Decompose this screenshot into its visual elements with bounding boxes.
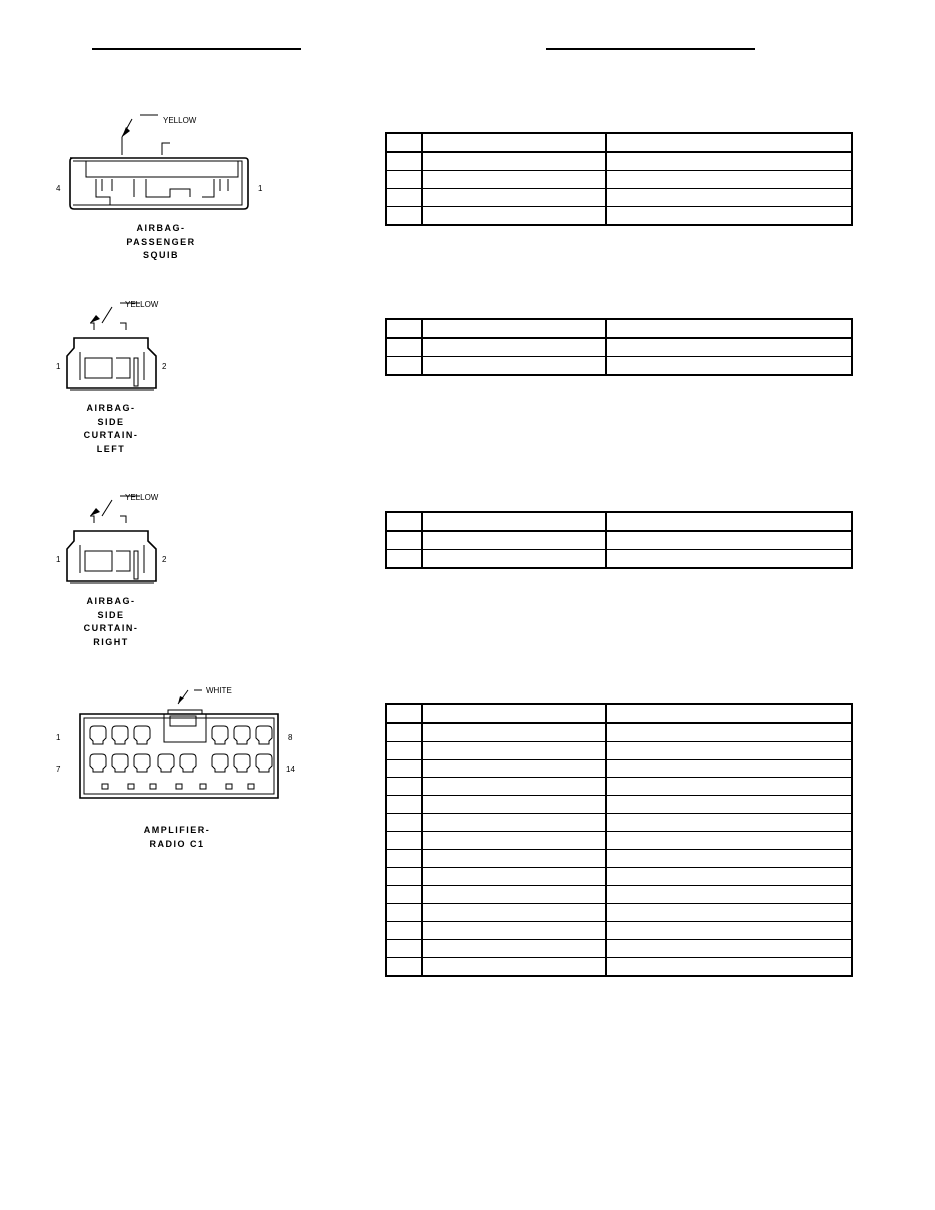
function-cell [606, 357, 852, 376]
cavity-cell [386, 319, 422, 338]
cavity-cell [386, 958, 422, 977]
table-row [386, 357, 852, 376]
circuit-cell [422, 189, 606, 207]
circuit-cell [422, 868, 606, 886]
cavity-cell [386, 760, 422, 778]
function-cell [606, 550, 852, 569]
circuit-cell [422, 171, 606, 189]
circuit-cell [422, 778, 606, 796]
circuit-cell [422, 133, 606, 152]
amplifier-color-label: WHITE [206, 686, 232, 695]
circuit-cell [422, 742, 606, 760]
amplifier-pin-top-right: 8 [288, 733, 293, 742]
header-rule-left [92, 48, 301, 50]
circuit-cell [422, 338, 606, 357]
cavity-cell [386, 778, 422, 796]
cavity-shape [256, 726, 272, 744]
table-row [386, 742, 852, 760]
cavity-cell [386, 207, 422, 226]
function-cell [606, 832, 852, 850]
function-cell [606, 850, 852, 868]
function-cell [606, 886, 852, 904]
cavity-cell [386, 189, 422, 207]
circuit-cell [422, 531, 606, 550]
circuit-cell [422, 207, 606, 226]
table-row [386, 760, 852, 778]
table-row [386, 832, 852, 850]
side-curtain-right-pin-right: 2 [162, 555, 167, 564]
function-cell [606, 760, 852, 778]
table-row [386, 171, 852, 189]
side-curtain-right-pin-left: 1 [56, 555, 61, 564]
pin-table-side-curtain-left [385, 318, 853, 376]
passenger-squib-color-label: YELLOW [163, 116, 197, 125]
function-cell [606, 704, 852, 723]
connector-airbag-side-curtain-right [50, 483, 280, 653]
cavity-shape [180, 754, 196, 772]
cavity-shape [212, 754, 228, 772]
function-cell [606, 958, 852, 977]
table-row [386, 207, 852, 226]
table-row [386, 704, 852, 723]
cavity-cell [386, 832, 422, 850]
function-cell [606, 531, 852, 550]
side-curtain-left-pin-left: 1 [56, 362, 61, 371]
cavity-cell [386, 940, 422, 958]
table-row [386, 512, 852, 531]
table-row [386, 868, 852, 886]
amplifier-pin-bottom-left: 7 [56, 765, 61, 774]
circuit-cell [422, 760, 606, 778]
table-row [386, 796, 852, 814]
cavity-cell [386, 922, 422, 940]
cavity-cell [386, 171, 422, 189]
function-cell [606, 512, 852, 531]
circuit-cell [422, 152, 606, 171]
function-cell [606, 338, 852, 357]
table-row [386, 319, 852, 338]
cavity-cell [386, 742, 422, 760]
latch-notch [150, 784, 156, 789]
cavity-cell [386, 550, 422, 569]
circuit-cell [422, 723, 606, 742]
table-row [386, 850, 852, 868]
cavity-shape [90, 726, 106, 744]
circuit-cell [422, 704, 606, 723]
pin-table-passenger-squib [385, 132, 853, 226]
circuit-cell [422, 886, 606, 904]
cavity-cell [386, 531, 422, 550]
function-cell [606, 319, 852, 338]
cavity-shape [90, 754, 106, 772]
pin-table-side-curtain-right [385, 511, 853, 569]
latch-notch [248, 784, 254, 789]
cavity-cell [386, 512, 422, 531]
header-rule-right [546, 48, 755, 50]
cavity-cell [386, 886, 422, 904]
connector-title-amplifier-radio-c1: AMPLIFIER- RADIO C1 [143, 825, 211, 849]
passenger-squib-pin-right: 1 [258, 184, 263, 193]
circuit-cell [422, 550, 606, 569]
table-row [386, 550, 852, 569]
table-row [386, 814, 852, 832]
cavity-cell [386, 850, 422, 868]
cavity-cell [386, 904, 422, 922]
function-cell [606, 742, 852, 760]
table-row [386, 189, 852, 207]
circuit-cell [422, 319, 606, 338]
circuit-cell [422, 796, 606, 814]
cavity-shape [158, 754, 174, 772]
function-cell [606, 940, 852, 958]
cavity-shape [134, 726, 150, 744]
cavity-shape [112, 726, 128, 744]
cavity-cell [386, 704, 422, 723]
latch-notch [102, 784, 108, 789]
cavity-cell [386, 814, 422, 832]
circuit-cell [422, 940, 606, 958]
function-cell [606, 868, 852, 886]
amplifier-pin-top-left: 1 [56, 733, 61, 742]
cavity-cell [386, 796, 422, 814]
function-cell [606, 171, 852, 189]
connector-title-passenger-squib: AIRBAG- PASSENGER SQUIB [126, 223, 196, 260]
latch-notch [128, 784, 134, 789]
cavity-shape [234, 726, 250, 744]
pin-table-amplifier-radio-c1 [385, 703, 853, 977]
latch-notch [226, 784, 232, 789]
circuit-cell [422, 814, 606, 832]
function-cell [606, 189, 852, 207]
side-curtain-right-color-label: YELLOW [125, 493, 159, 502]
circuit-cell [422, 958, 606, 977]
table-row [386, 531, 852, 550]
function-cell [606, 778, 852, 796]
function-cell [606, 814, 852, 832]
cavity-cell [386, 357, 422, 376]
function-cell [606, 796, 852, 814]
cavity-shape [212, 726, 228, 744]
table-row [386, 338, 852, 357]
cavity-shape [134, 754, 150, 772]
connector-airbag-passenger-squib [50, 105, 280, 265]
cavity-shape [112, 754, 128, 772]
connector-amplifier-radio-c1 [50, 678, 310, 858]
table-row [386, 133, 852, 152]
table-row [386, 886, 852, 904]
table-row [386, 723, 852, 742]
function-cell [606, 723, 852, 742]
cavity-cell [386, 868, 422, 886]
circuit-cell [422, 832, 606, 850]
side-curtain-left-color-label: YELLOW [125, 300, 159, 309]
table-row [386, 778, 852, 796]
table-row [386, 958, 852, 977]
passenger-squib-pin-left: 4 [56, 184, 61, 193]
side-curtain-left-pin-right: 2 [162, 362, 167, 371]
latch-notch [176, 784, 182, 789]
function-cell [606, 904, 852, 922]
cavity-shape [256, 754, 272, 772]
function-cell [606, 152, 852, 171]
cavity-cell [386, 133, 422, 152]
circuit-cell [422, 904, 606, 922]
circuit-cell [422, 850, 606, 868]
table-row [386, 904, 852, 922]
connector-airbag-side-curtain-left [50, 290, 280, 460]
circuit-cell [422, 357, 606, 376]
circuit-cell [422, 512, 606, 531]
cavity-cell [386, 152, 422, 171]
table-row [386, 922, 852, 940]
connector-title-side-curtain-right: AIRBAG- SIDE CURTAIN- RIGHT [83, 596, 139, 647]
circuit-cell [422, 922, 606, 940]
latch-notch [200, 784, 206, 789]
cavity-cell [386, 723, 422, 742]
table-row [386, 152, 852, 171]
cavity-cell [386, 338, 422, 357]
amplifier-pin-bottom-right: 14 [286, 765, 295, 774]
function-cell [606, 922, 852, 940]
function-cell [606, 207, 852, 226]
function-cell [606, 133, 852, 152]
cavity-shape [234, 754, 250, 772]
connector-title-side-curtain-left: AIRBAG- SIDE CURTAIN- LEFT [83, 403, 139, 454]
table-row [386, 940, 852, 958]
